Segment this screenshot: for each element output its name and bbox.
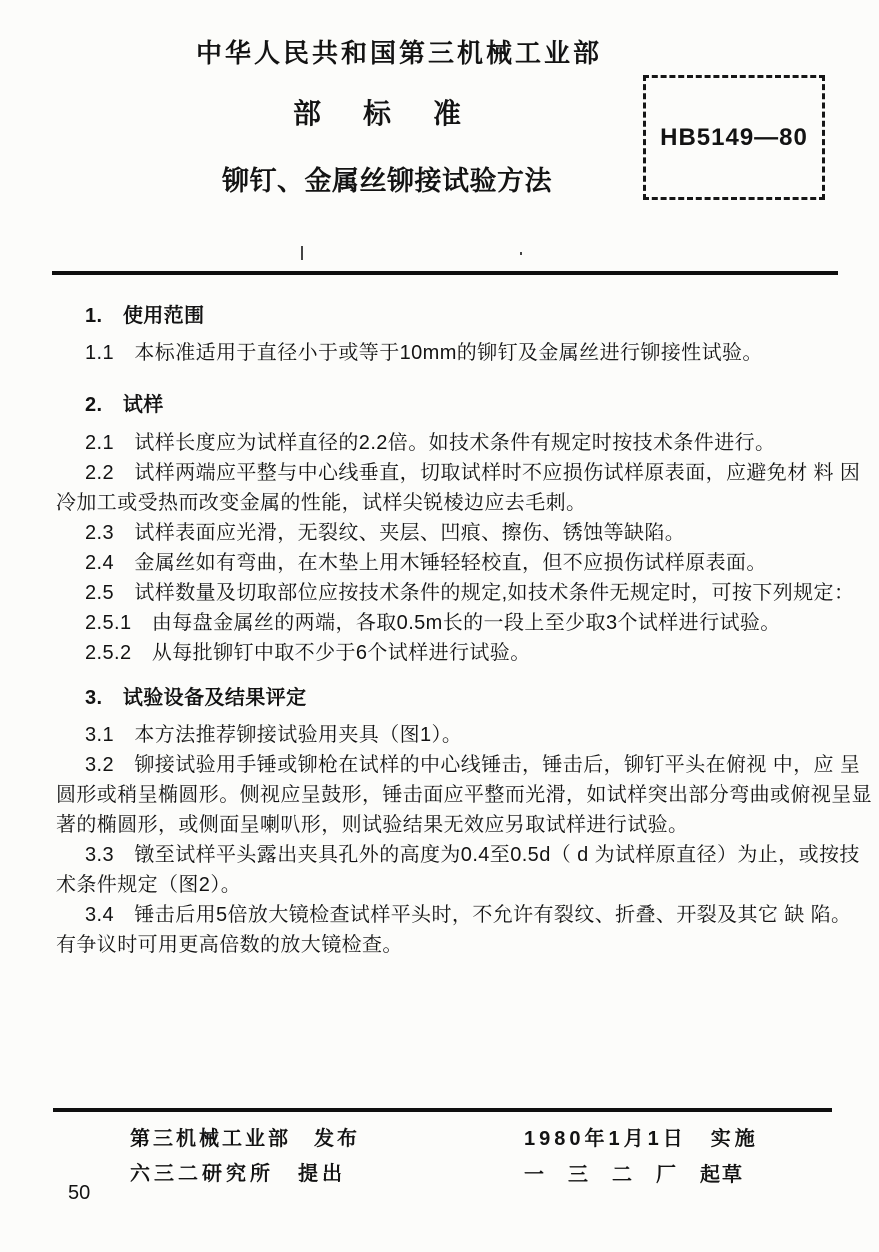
clause-1-1: 1.1 本标准适用于直径小于或等于10mm的铆钉及金属丝进行铆接性试验。 <box>85 342 763 364</box>
section-3-heading: 3. 试验设备及结果评定 <box>85 687 307 709</box>
scan-artifact <box>520 252 522 255</box>
clause-2-1: 2.1 试样长度应为试样直径的2.2倍。如技术条件有规定时按技术条件进行。 <box>85 432 776 454</box>
section-1-heading: 1. 使用范围 <box>85 305 205 327</box>
clause-2-3: 2.3 试样表面应光滑，无裂纹、夹层、凹痕、擦伤、锈蚀等缺陷。 <box>85 522 686 544</box>
clause-3-2-line2: 圆形或稍呈椭圆形。侧视应呈鼓形，锤击面应平整而光滑，如试样突出部分弯曲或俯视呈显 <box>56 784 872 806</box>
standard-number-box <box>643 75 825 200</box>
footer-drafter: 一 三 二 厂 起草 <box>524 1164 744 1186</box>
clause-3-2-line1: 3.2 铆接试验用手锤或铆枪在试样的中心线锤击，锤击后，铆钉平头在俯视 中，应 呈 <box>85 754 861 776</box>
clause-3-1: 3.1 本方法推荐铆接试验用夹具（图1）。 <box>85 724 463 746</box>
clause-2-5-2: 2.5.2 从每批铆钉中取不少于6个试样进行试验。 <box>85 642 531 664</box>
footer-implement-date: 1980年1月1日 实施 <box>524 1128 759 1150</box>
clause-3-3-line1: 3.3 镦至试样平头露出夹具孔外的高度为0.4至0.5d（ d 为试样原直径）为止，或按技 <box>85 844 860 866</box>
ministry-name: 中华人民共和国第三机械工业部 <box>196 38 603 68</box>
clause-3-3-line2: 术条件规定（图2）。 <box>56 874 242 896</box>
section-2-heading: 2. 试样 <box>85 394 164 416</box>
clause-2-2-line1: 2.2 试样两端应平整与中心线垂直，切取试样时不应损伤试样原表面，应避免材 料 因 <box>85 462 861 484</box>
footer-publisher: 第三机械工业部 发布 <box>130 1128 360 1150</box>
header-divider-rule <box>52 271 838 275</box>
document-title: 铆钉、金属丝铆接试验方法 <box>222 166 552 196</box>
scan-artifact <box>301 246 303 260</box>
clause-2-5: 2.5 试样数量及切取部位应按技术条件的规定,如技术条件无规定时，可按下列规定： <box>85 582 855 604</box>
standard-number: HB5149—80 <box>660 123 808 151</box>
clause-3-2-line3: 著的椭圆形，或侧面呈喇叭形，则试验结果无效应另取试样进行试验。 <box>56 814 689 836</box>
clause-2-5-1: 2.5.1 由每盘金属丝的两端，各取0.5m长的一段上至少取3个试样进行试验。 <box>85 612 781 634</box>
clause-3-4-line1: 3.4 锤击后用5倍放大镜检查试样平头时，不允许有裂纹、折叠、开裂及其它 缺 陷。 <box>85 904 852 926</box>
page-number: 50 <box>68 1182 91 1204</box>
clause-2-2-line2: 冷加工或受热而改变金属的性能，试样尖锐棱边应去毛刺。 <box>56 492 587 514</box>
clause-2-4: 2.4 金属丝如有弯曲，在木垫上用木锤轻轻校直，但不应损伤试样原表面。 <box>85 552 767 574</box>
footer-divider-rule <box>53 1108 832 1112</box>
standard-type-label: 部标准 <box>293 98 504 129</box>
footer-proposer: 六三二研究所 提出 <box>130 1163 346 1185</box>
clause-3-4-line2: 有争议时可用更高倍数的放大镜检查。 <box>56 934 403 956</box>
